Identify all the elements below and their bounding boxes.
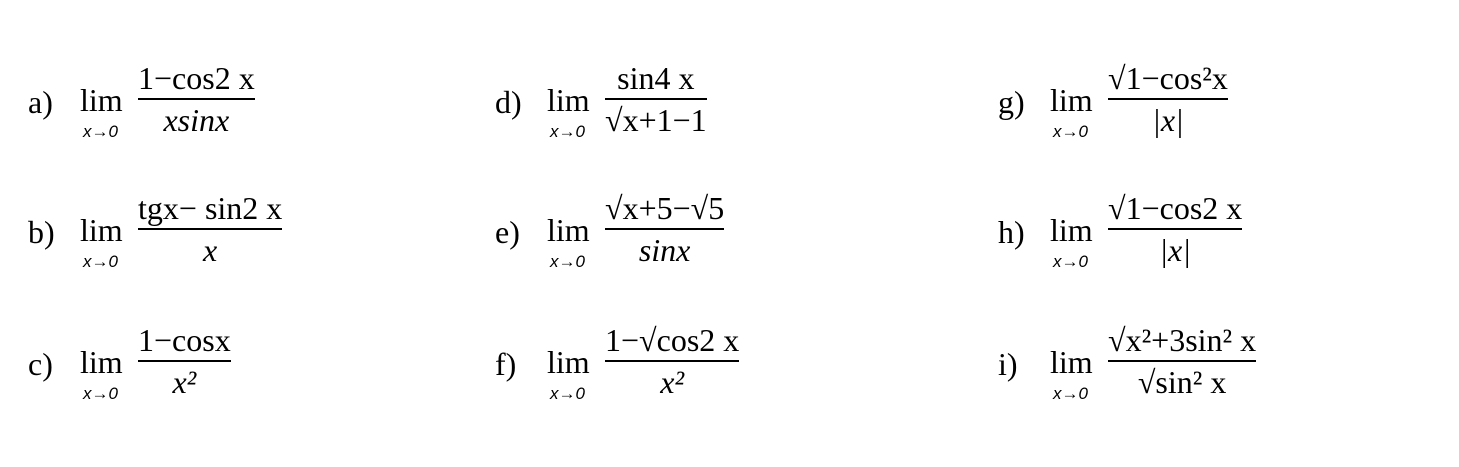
limit-subscript: x→0 [83, 252, 118, 271]
limit-operator: lim [80, 344, 123, 380]
limit-subscript: x→0 [1053, 252, 1088, 271]
limit-operator: lim [547, 82, 590, 118]
numerator: tgx− sin2 x [138, 190, 283, 226]
problem-label: c) [28, 346, 53, 382]
problem-label: i) [998, 346, 1018, 382]
limit-operator: lim [80, 212, 123, 248]
denominator: √sin² x [1137, 364, 1227, 400]
fraction [138, 58, 255, 140]
problem-label: a) [28, 84, 53, 120]
limit-subscript: x→0 [83, 122, 118, 141]
problem-label: b) [28, 214, 55, 250]
limit-operator: lim [80, 82, 123, 118]
denominator: |x| [1152, 102, 1184, 138]
denominator: xsinx [163, 102, 230, 138]
fraction [605, 320, 739, 402]
denominator: |x| [1159, 232, 1192, 268]
limit-subscript: x→0 [1053, 122, 1088, 141]
fraction [1108, 58, 1228, 140]
numerator: sin4 x [617, 60, 695, 96]
problem-label: g) [998, 84, 1025, 120]
numerator: √1−cos2 x [1108, 190, 1243, 226]
limit-operator: lim [547, 212, 590, 248]
limit-operator: lim [1050, 344, 1093, 380]
limit-subscript: x→0 [83, 384, 118, 403]
fraction [138, 188, 282, 270]
numerator: √x+5−√5 [605, 190, 725, 226]
denominator: x² [660, 364, 685, 400]
limit-operator: lim [1050, 82, 1093, 118]
denominator: sinx [638, 232, 691, 268]
denominator: x [203, 232, 218, 268]
limit-operator: lim [1050, 212, 1093, 248]
problem-label: d) [495, 84, 522, 120]
fraction [605, 58, 707, 140]
limit-subscript: x→0 [1053, 384, 1088, 403]
numerator: 1−cos2 x [138, 60, 255, 96]
numerator: √x²+3sin² x [1108, 322, 1257, 358]
numerator: 1−cosx [138, 322, 231, 358]
problem-label: f) [495, 346, 517, 382]
denominator: x² [172, 364, 197, 400]
numerator: 1−√cos2 x [605, 322, 740, 358]
limit-subscript: x→0 [550, 122, 585, 141]
fraction [1108, 188, 1242, 270]
fraction [605, 188, 724, 270]
problem-label: e) [495, 214, 520, 250]
problem-label: h) [998, 214, 1025, 250]
numerator: √1−cos²x [1108, 60, 1228, 96]
limit-operator: lim [547, 344, 590, 380]
fraction [1108, 320, 1256, 402]
fraction [138, 320, 231, 402]
limit-subscript: x→0 [550, 252, 585, 271]
denominator: √x+1−1 [605, 102, 707, 138]
limit-subscript: x→0 [550, 384, 585, 403]
